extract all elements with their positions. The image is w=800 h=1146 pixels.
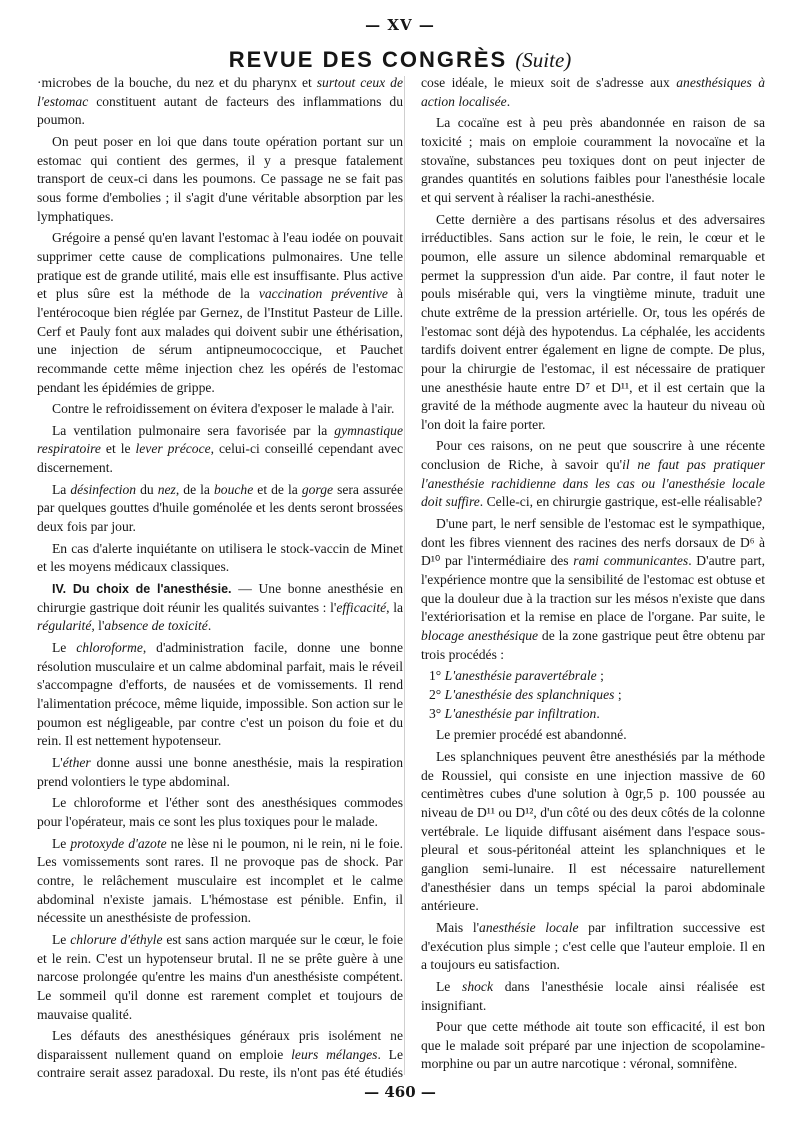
title-main: REVUE DES CONGRÈS: [228, 47, 508, 72]
paragraph: ·microbes de la bouche, du nez et du pharynx et surtout ceux de l'estomac constituent autant de facteurs des inflammations du poumon.: [37, 75, 403, 128]
paragraph: Cette dernière a des partisans résolus et des adversaires irréductibles. Sans action sur le foie, le rein, le cœur et le poumon, elle assure un silence abdominal remarquable et permet la suppression d'un aide. Par contre, il faut noter le pouls misérable qui, vers la vingtième minute, traduit une chute extrême de la pression artérielle. Or, tous les opérés de l'estomac sont déjà des hypotendus. La céphalée, les accidents tardifs doivent entrer également en ligne de compte. De plus, pour la chirurgie de l'estomac, il est nécessaire de pratiquer une anesthésie haute entre D⁷ et D¹¹, et il est certain que la gravité de la méthode augmente avec la hauteur du niveau où l'on doit la faire porter.: [421, 211, 765, 432]
paragraph: Le chloroforme et l'éther sont des anesthésiques commodes pour l'opérateur, mais ce sont les plus toxiques pour le malade.: [37, 795, 403, 829]
roman-page-number: — XV —: [365, 16, 435, 34]
list-item: 2° L'anesthésie des splanchniques ;: [429, 687, 622, 702]
paragraph: Pour ces raisons, on ne peut que souscrire à une récente conclusion de Riche, à savoir qu'il ne faut pas pratiquer l'anesthésie rachidienne dans les cas ou l'anesthésie locale doit suffire. Celle-ci, en chirurgie gastrique, est-elle réalisable?: [421, 438, 765, 510]
paragraph: cose idéale, le mieux soit de s'adresse aux anesthésiques à action localisée.: [421, 75, 765, 109]
paragraph: Le shock dans l'anesthésie locale ainsi réalisée est insignifiant.: [421, 978, 765, 1013]
paragraph: L'éther donne aussi une bonne anesthésie, mais la respiration prend volontiers le type abdominal.: [37, 754, 403, 789]
right-column: [421, 74, 765, 1080]
paragraph: Les défauts des anesthésiques généraux pris isolément ne disparaissent nullement quand on emploie leurs mélanges. Le contraire serait assez paradoxal. Du reste, ils n'ont pas été étudiés: [37, 1028, 403, 1080]
paragraph: La ventilation pulmonaire sera favorisée par la gymnastique respiratoire et le lever précoce, celui-ci conseillé cependant avec discernement.: [37, 422, 403, 476]
paragraph: En cas d'alerte inquiétante on utilisera le stock-vaccin de Minet et les moyens médicaux classiques.: [37, 540, 403, 575]
paragraph: Grégoire a pensé qu'en lavant l'estomac à l'eau iodée on pouvait supprimer cette cause de complications pulmonaires. Une telle pratique est de grande utilité, mais elle est insuffisante. Plus active et plus sûre est la méthode de la vaccination préventive à l'entérocoque bien réglée par Gernez, de l'Institut Pasteur de Lille. Cerf et Pauly font aux malades qui doivent subir une éthérisation, une injection de sérum antipneumococcique, et Pauchet recommande cette même injection chez les opérés de l'estomac pendant les épidémies de grippe.: [37, 230, 403, 395]
title-subtitle: (Suite): [515, 48, 572, 72]
section-heading-iv: IV. Du choix de l'anesthésie. — Une bonne anesthésie en chirurgie gastrique doit réunir les qualités suivantes : l'efficacité, la régularité, l'absence de toxicité.: [37, 581, 403, 634]
page-title: [0, 47, 800, 73]
page-number: — 460 —: [364, 1083, 436, 1101]
paragraph: Les splanchniques peuvent être anesthésiés par la méthode de Roussiel, qui consiste en une injection massive de 60 centimètres cubes d'une solution à 0gr,5 p. 100 poussée au niveau de D¹¹ ou D¹², d'un côté ou des deux côtés de la colonne vertébrale. Le liquide diffusant aisément dans l'espace sous-pleural et sous-péritonéal atteint les splanchniques et le ganglion semi-lunaire. Il est nécessaire naturellement d'anesthésier dans un temps spécial la paroi abdominale antérieure.: [421, 748, 765, 914]
paragraph: La désinfection du nez, de la bouche et de la gorge sera assurée par quelques gouttes d'huile goménolée et les dents seront brossées deux fois par jour.: [37, 481, 403, 535]
section-title: IV. Du choix de l'anesthésie.: [52, 582, 232, 597]
paragraph: D'une part, le nerf sensible de l'estomac est le sympathique, dont les fibres viennent des racines des nerfs dorsaux de D⁶ à D¹⁰ par l'intermédiaire des rami communicantes. D'autre part, l'expérience montre que la sensibilité de l'estomac est obtuse et que la douleur due à la traction sur les mésos n'existe que dans l'extériorisation et la remise en place de l'organe. Par suite, le blocage anesthésique de la zone gastrique peut être obtenu par trois procédés :: [421, 516, 765, 662]
list-item: 1° L'anesthésie paravertébrale ;: [429, 668, 604, 684]
paragraph: Le chloroforme, d'administration facile, donne une bonne résolution musculaire et un calme abdominal parfait, mais le réveil s'accompagne d'efforts, de nausées et de vomissements. Il rend l'alimentation précoce, même liquide, impossible. Son action sur le poumon est négligeable, par contre c'est un poison du foie et du rein. Il est nettement hypotenseur.: [37, 640, 403, 749]
paragraph: Mais l'anesthésie locale par infiltration successive est d'exécution plus simple ; c'est celle que l'auteur emploie. Il en a toujours eu satisfaction.: [421, 919, 765, 973]
column-divider: [404, 76, 405, 1075]
paragraph: [421, 1077, 765, 1080]
paragraph: Le protoxyde d'azote ne lèse ni le poumon, ni le rein, ni le foie. Les vomissements sont rares. Il ne provoque pas de shock. Par contre, le relâchement musculaire est incomplet et le calme abdominal n'existe jamais. L'hémostase est pénible. Enfin, il nécessite un anesthésiste de profession.: [37, 835, 403, 926]
paragraph: La cocaïne est à peu près abandonnée en raison de sa toxicité ; mais on emploie couramment la novocaïne et la stovaïne, substances peu toxiques dont on peut injecter de grandes quantités en solutions faibles pour l'anesthésie locale et qui servent à réaliser la rachi-anesthésie.: [421, 115, 765, 205]
paragraph: On peut poser en loi que dans toute opération portant sur un estomac qui contient des germes, il y a presque fatalement transport de ceux-ci dans les poumons. Ce passage ne se fait pas sous forme d'embolies ; il s'agit d'une véritable absorption par les lymphatiques.: [37, 133, 403, 224]
paragraph: Pour que cette méthode ait toute son efficacité, il est bon que le malade soit préparé par une injection de scopolamine-morphine ou par un autre narcotique : véronal, somnifène.: [421, 1019, 765, 1072]
list-item: 3° L'anesthésie par infiltration.: [429, 705, 600, 721]
paragraph: Contre le refroidissement on évitera d'exposer le malade à l'air.: [52, 401, 395, 417]
paragraph: Le premier procédé est abandonné.: [436, 727, 627, 743]
left-column: [37, 74, 403, 1080]
paragraph: Le chlorure d'éthyle est sans action marquée sur le cœur, le foie et le rein. C'est un hypotenseur brutal. Il ne se prête guère à une narcose prolongée qu'entre les mains d'un anesthésiste compétent. Le sommeil qu'il donne est rarement complet et toujours de mauvaise qualité.: [37, 931, 403, 1022]
